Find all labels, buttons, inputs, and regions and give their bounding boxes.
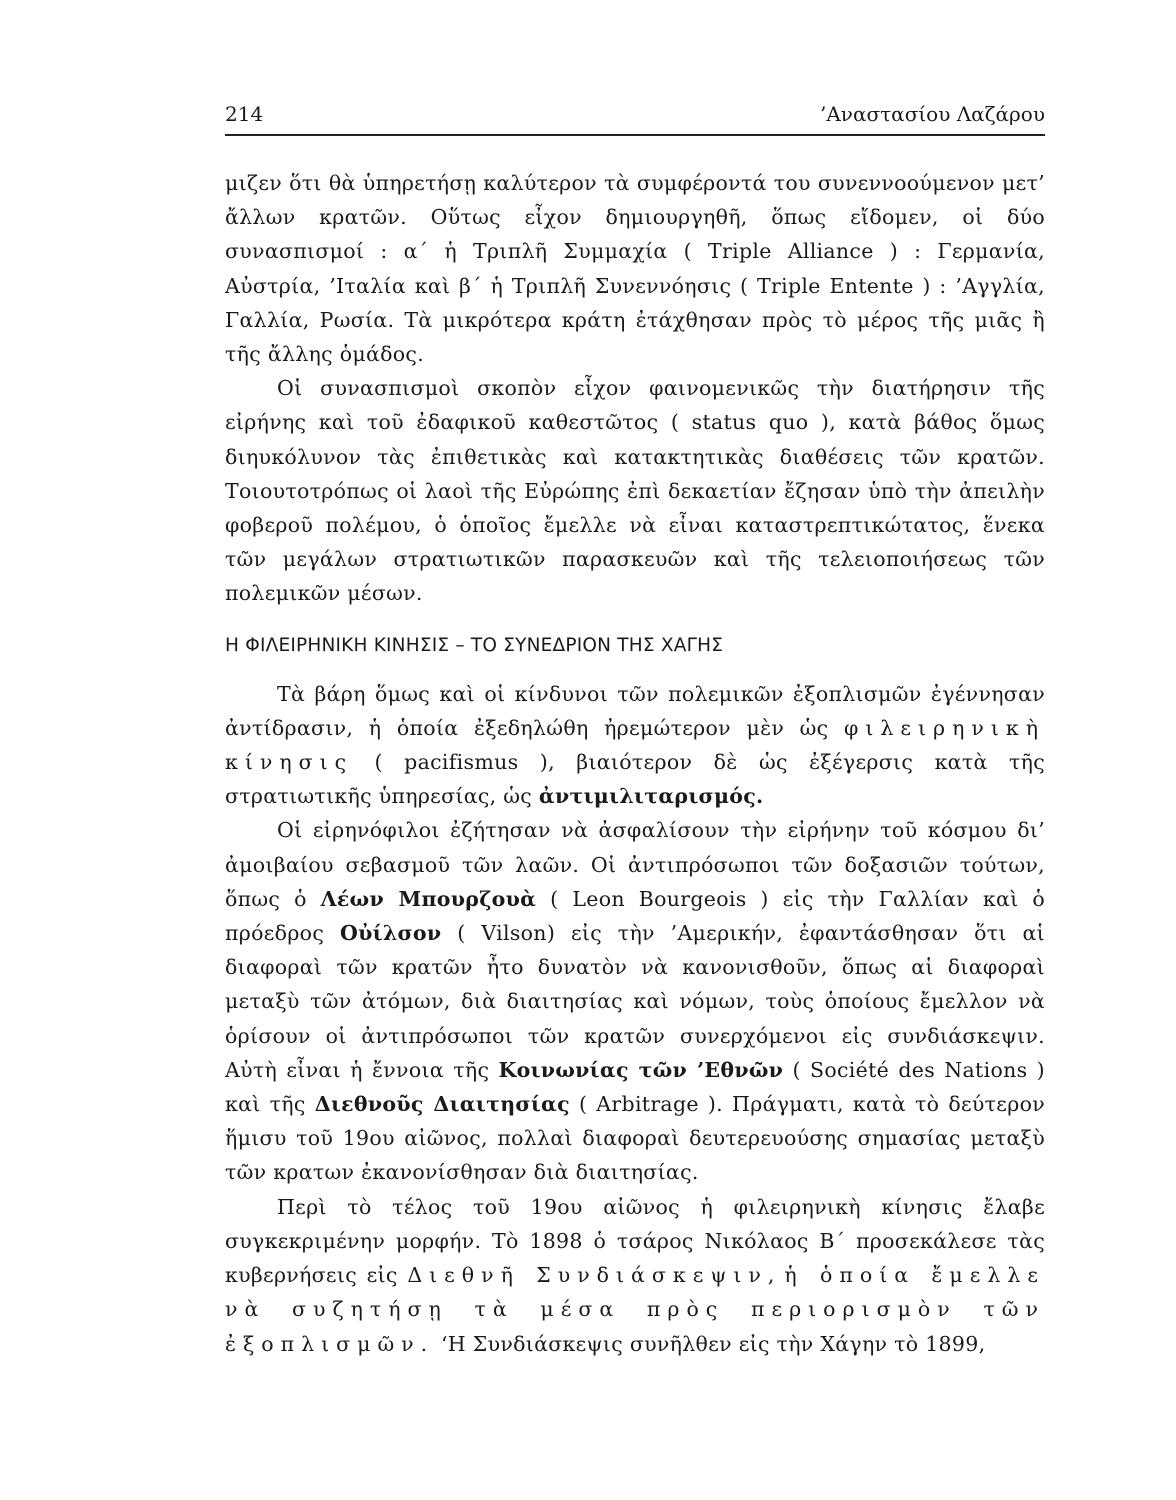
section-heading: Η ΦΙΛΕΙΡΗΝΙΚΗ ΚΙΝΗΣΙΣ – ΤΟ ΣΥΝΕΔΡΙΟΝ ΤΗΣ ΧΑΓΗΣ [225, 634, 724, 656]
running-title: ’Αναστασίου Λαζάρου [820, 102, 1045, 126]
text-run: Τὰ βάρη ὅμως καὶ οἱ κίνδυνοι τῶν πολεμικῶν ἐξοπλισμῶν ἐγέννησαν ἀντίδρασιν, ἡ ὁποία ἐξεδηλώθη ἠρεμώτερον μὲν ὡς [225, 681, 1045, 740]
paragraph-p2 [225, 371, 1045, 610]
bold-term: ἀντιμιλιταρισμός. [538, 784, 764, 809]
text-run: ( Société des Nations ) καὶ τῆς [225, 1057, 1045, 1117]
page-number: 214 [225, 102, 264, 126]
text-run: Περὶ τὸ τέλος τοῦ 19ου αἰῶνος ἡ φιλειρηνικὴ κίνησις ἔλαβε συγκεκριμένην μορφήν. Τὸ 1898 ὁ τσάρος Νικόλαος Β΄ προσεκάλεσε τὰς κυβερνήσεις εἰς [225, 1194, 1045, 1288]
paragraphs-after-heading [225, 677, 1045, 1361]
paragraph-p5 [225, 1190, 1045, 1361]
text-run: ‘Η Συνδιάσκεψις συνῆλθεν εἰς τὴν Χάγην τὸ 1899, [434, 1331, 986, 1356]
bold-term: Οὐίλσον [339, 921, 442, 946]
text-run: ( Arbitrage ). Πράγματι, κατὰ τὸ δεύτερον ἥμισυ τοῦ 19ου αἰῶνος, πολλαὶ διαφοραὶ δευτερευούσης σημασίας μεταξὺ τῶν κρατων ἐκανονίσθησαν διὰ διαιτησίας. [225, 1092, 1045, 1185]
paragraph-p4 [225, 813, 1045, 1189]
text-run: ( Vilson) εἰς τὴν ’Αμερικήν, ἐφαντάσθησαν ὅτι αἱ διαφοραὶ τῶν κρατῶν ἦτο δυνατὸν νὰ κανονισθοῦν, ὅπως αἱ διαφοραὶ μεταξὺ τῶν ἀτόμων, διὰ διαιτησίας καὶ νόμων, τοὺς ὁποίους ἔμελλον νὰ ὁρίσουν οἱ ἀντιπρόσωποι τῶν κρατῶν συνερχόμενοι εἰς συνδιάσκεψιν. Αὐτὴ εἶναι ἡ ἔννοια τῆς [225, 921, 1045, 1082]
text-run: Οἱ εἰρηνόφιλοι ἐζήτησαν νὰ ἀσφαλίσουν τὴν εἰρήνην τοῦ κόσμου δι’ ἀμοιβαίου σεβασμοῦ τῶν λαῶν. Οἱ ἀντιπρόσωποι τῶν δοξασιῶν τούτων, ὅπως ὁ [225, 818, 1045, 911]
page-body [225, 166, 1045, 1361]
bold-term: Λέων Μπουρζουὰ [320, 886, 537, 911]
spaced-emphasis: Διεθνῆ Συνδιάσκεψιν [407, 1263, 768, 1288]
paragraph-p3 [225, 677, 1045, 814]
text-run: μιζεν ὅτι θὰ ὑπηρετήσῃ καλύτερον τὰ συμφέροντά του συνεννοούμενον μετ’ ἄλλων κρατῶν. Οὕτως εἶχον δημιουργηθῆ, ὅπως εἴδομεν, οἱ δύο συνασπισμοί : α΄ ἡ Τριπλῆ Συμμαχία ( Triple Alliance ) : Γερμανία, Αὐστρία, ’Ιταλία καὶ β΄ ἡ Τριπλῆ Συνεννόησις ( Triple Entente ) : ’Αγγλία, Γαλλία, Ρωσία. Τὰ μικρότερα κράτη ἐτάχθησαν πρὸς τὸ μέρος τῆς μιᾶς ἢ τῆς ἄλλης ὁμάδος. [225, 171, 1045, 367]
page-header [225, 98, 1045, 136]
bold-term: Διεθνοῦς Διαιτησίας [314, 1092, 570, 1117]
text-run: ( Leon Bourgeois ) εἰς τὴν Γαλλίαν καὶ ὁ πρόεδρος [225, 886, 1045, 946]
spaced-emphasis: φιλειρηνικὴ κίνησις [225, 715, 1045, 775]
spaced-emphasis: ἡ ὁποία ἔμελλε νὰ συζητήσῃ τὰ μέσα πρὸς περιορισμὸν τῶν ἐξοπλισμῶν. [225, 1263, 1045, 1356]
paragraphs-before-heading [225, 166, 1045, 611]
text-run: ( pacifismus ), βιαιότερον δὲ ὡς ἐξέγερσις κατὰ τῆς στρατιωτικῆς ὑπηρεσίας, ὡς [225, 750, 1045, 809]
bold-term: Κοινωνίας τῶν ’Εθνῶν [498, 1057, 784, 1082]
paragraph-p1 [225, 166, 1045, 371]
text-run: , [767, 1263, 785, 1288]
text-run: Οἱ συνασπισμοὶ σκοπὸν εἶχον φαινομενικῶς τὴν διατήρησιν τῆς εἰρήνης καὶ τοῦ ἐδαφικοῦ καθεστῶτος ( status quo ), κατὰ βάθος ὅμως διηυκόλυνον τὰς ἐπιθετικὰς καὶ κατακτητικὰς διαθέσεις τῶν κρατῶν. Τοιουτοτρόπως οἱ λαοὶ τῆς Εὐρώπης ἐπὶ δεκαετίαν ἔζησαν ὑπὸ τὴν ἀπειλὴν φοβεροῦ πολέμου, ὁ ὁποῖος ἔμελλε νὰ εἶναι καταστρεπτικώτατος, ἕνεκα τῶν μεγάλων στρατιωτικῶν παρασκευῶν καὶ τῆς τελειοποιήσεως τῶν πολεμικῶν μέσων. [225, 376, 1045, 606]
